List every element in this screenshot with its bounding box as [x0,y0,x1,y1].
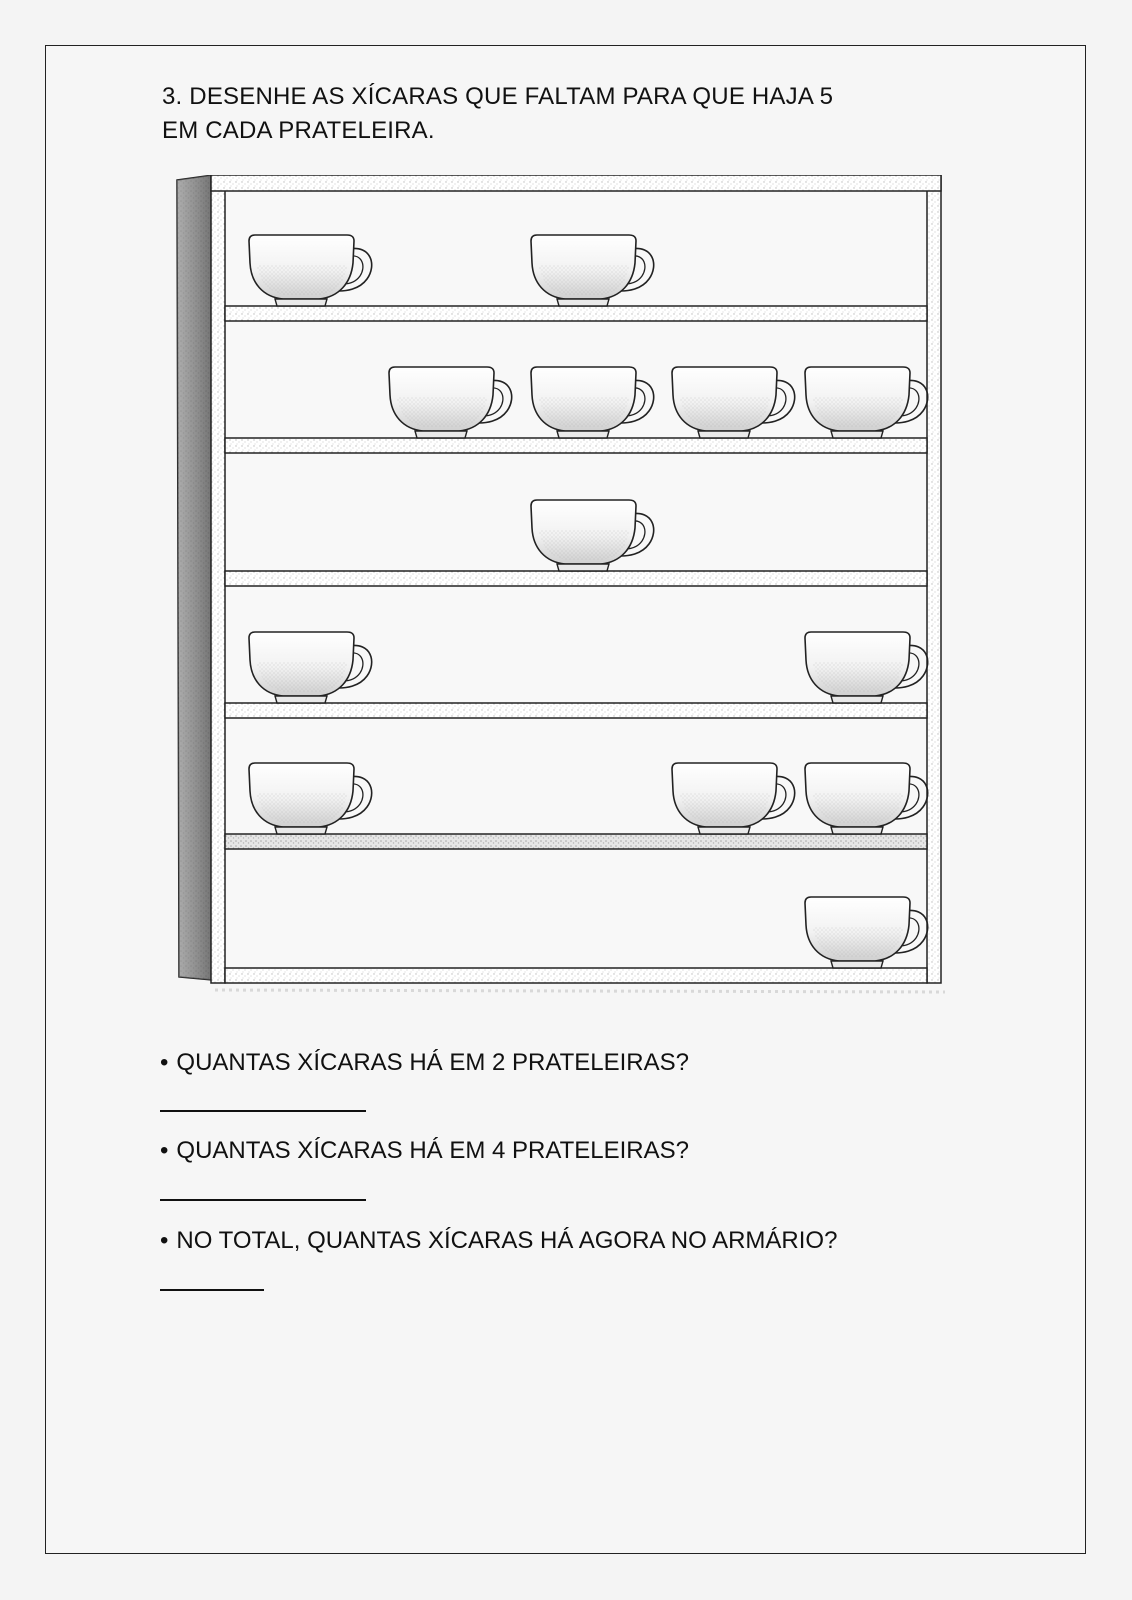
cabinet-top-board [211,175,941,191]
cup-foot [275,299,327,306]
question-3-text: NO TOTAL, QUANTAS XÍCARAS HÁ AGORA NO ARMÁRIO? [176,1227,838,1254]
question-2 [160,1136,689,1166]
question-1-bullet: • [160,1049,169,1076]
cup-foot [275,696,327,703]
cabinet-left-post [211,175,225,983]
question-2-bullet: • [160,1137,169,1164]
shelf-board-3 [225,571,927,586]
cup-foot [831,431,883,438]
instruction-line-1: 3. DESENHE AS XÍCARAS QUE FALTAM PARA QUE HAJA 5 [162,83,834,110]
shelf-board-1 [225,306,927,321]
answer-line-3[interactable] [160,1289,264,1291]
answer-line-2[interactable] [160,1199,366,1201]
question-1-text: QUANTAS XÍCARAS HÁ EM 2 PRATELEIRAS? [176,1049,689,1076]
cup-foot [831,961,883,968]
cup-foot [557,564,609,571]
instruction-title [162,80,962,148]
question-1 [160,1048,689,1078]
shelf-board-2 [225,438,927,453]
cup-foot [831,696,883,703]
question-3-bullet: • [160,1227,169,1254]
cabinet-right-post [927,175,941,983]
cabinet-scan-edge [215,990,945,992]
cabinet-svg [175,175,975,1015]
answer-line-1[interactable] [160,1110,366,1112]
shelf-board-5 [225,834,927,849]
cabinet-illustration [175,175,975,1015]
instruction-line-2: EM CADA PRATELEIRA. [162,117,435,144]
question-2-text: QUANTAS XÍCARAS HÁ EM 4 PRATELEIRAS? [176,1137,689,1164]
cup-foot [557,299,609,306]
shelf-board-6 [225,968,927,983]
question-3 [160,1226,837,1256]
cup-foot [831,827,883,834]
cup-foot [275,827,327,834]
cup-foot [698,431,750,438]
cup-foot [415,431,467,438]
shelf-board-4 [225,703,927,718]
cup-foot [698,827,750,834]
cabinet-side-texture [177,175,213,980]
cup-foot [557,431,609,438]
